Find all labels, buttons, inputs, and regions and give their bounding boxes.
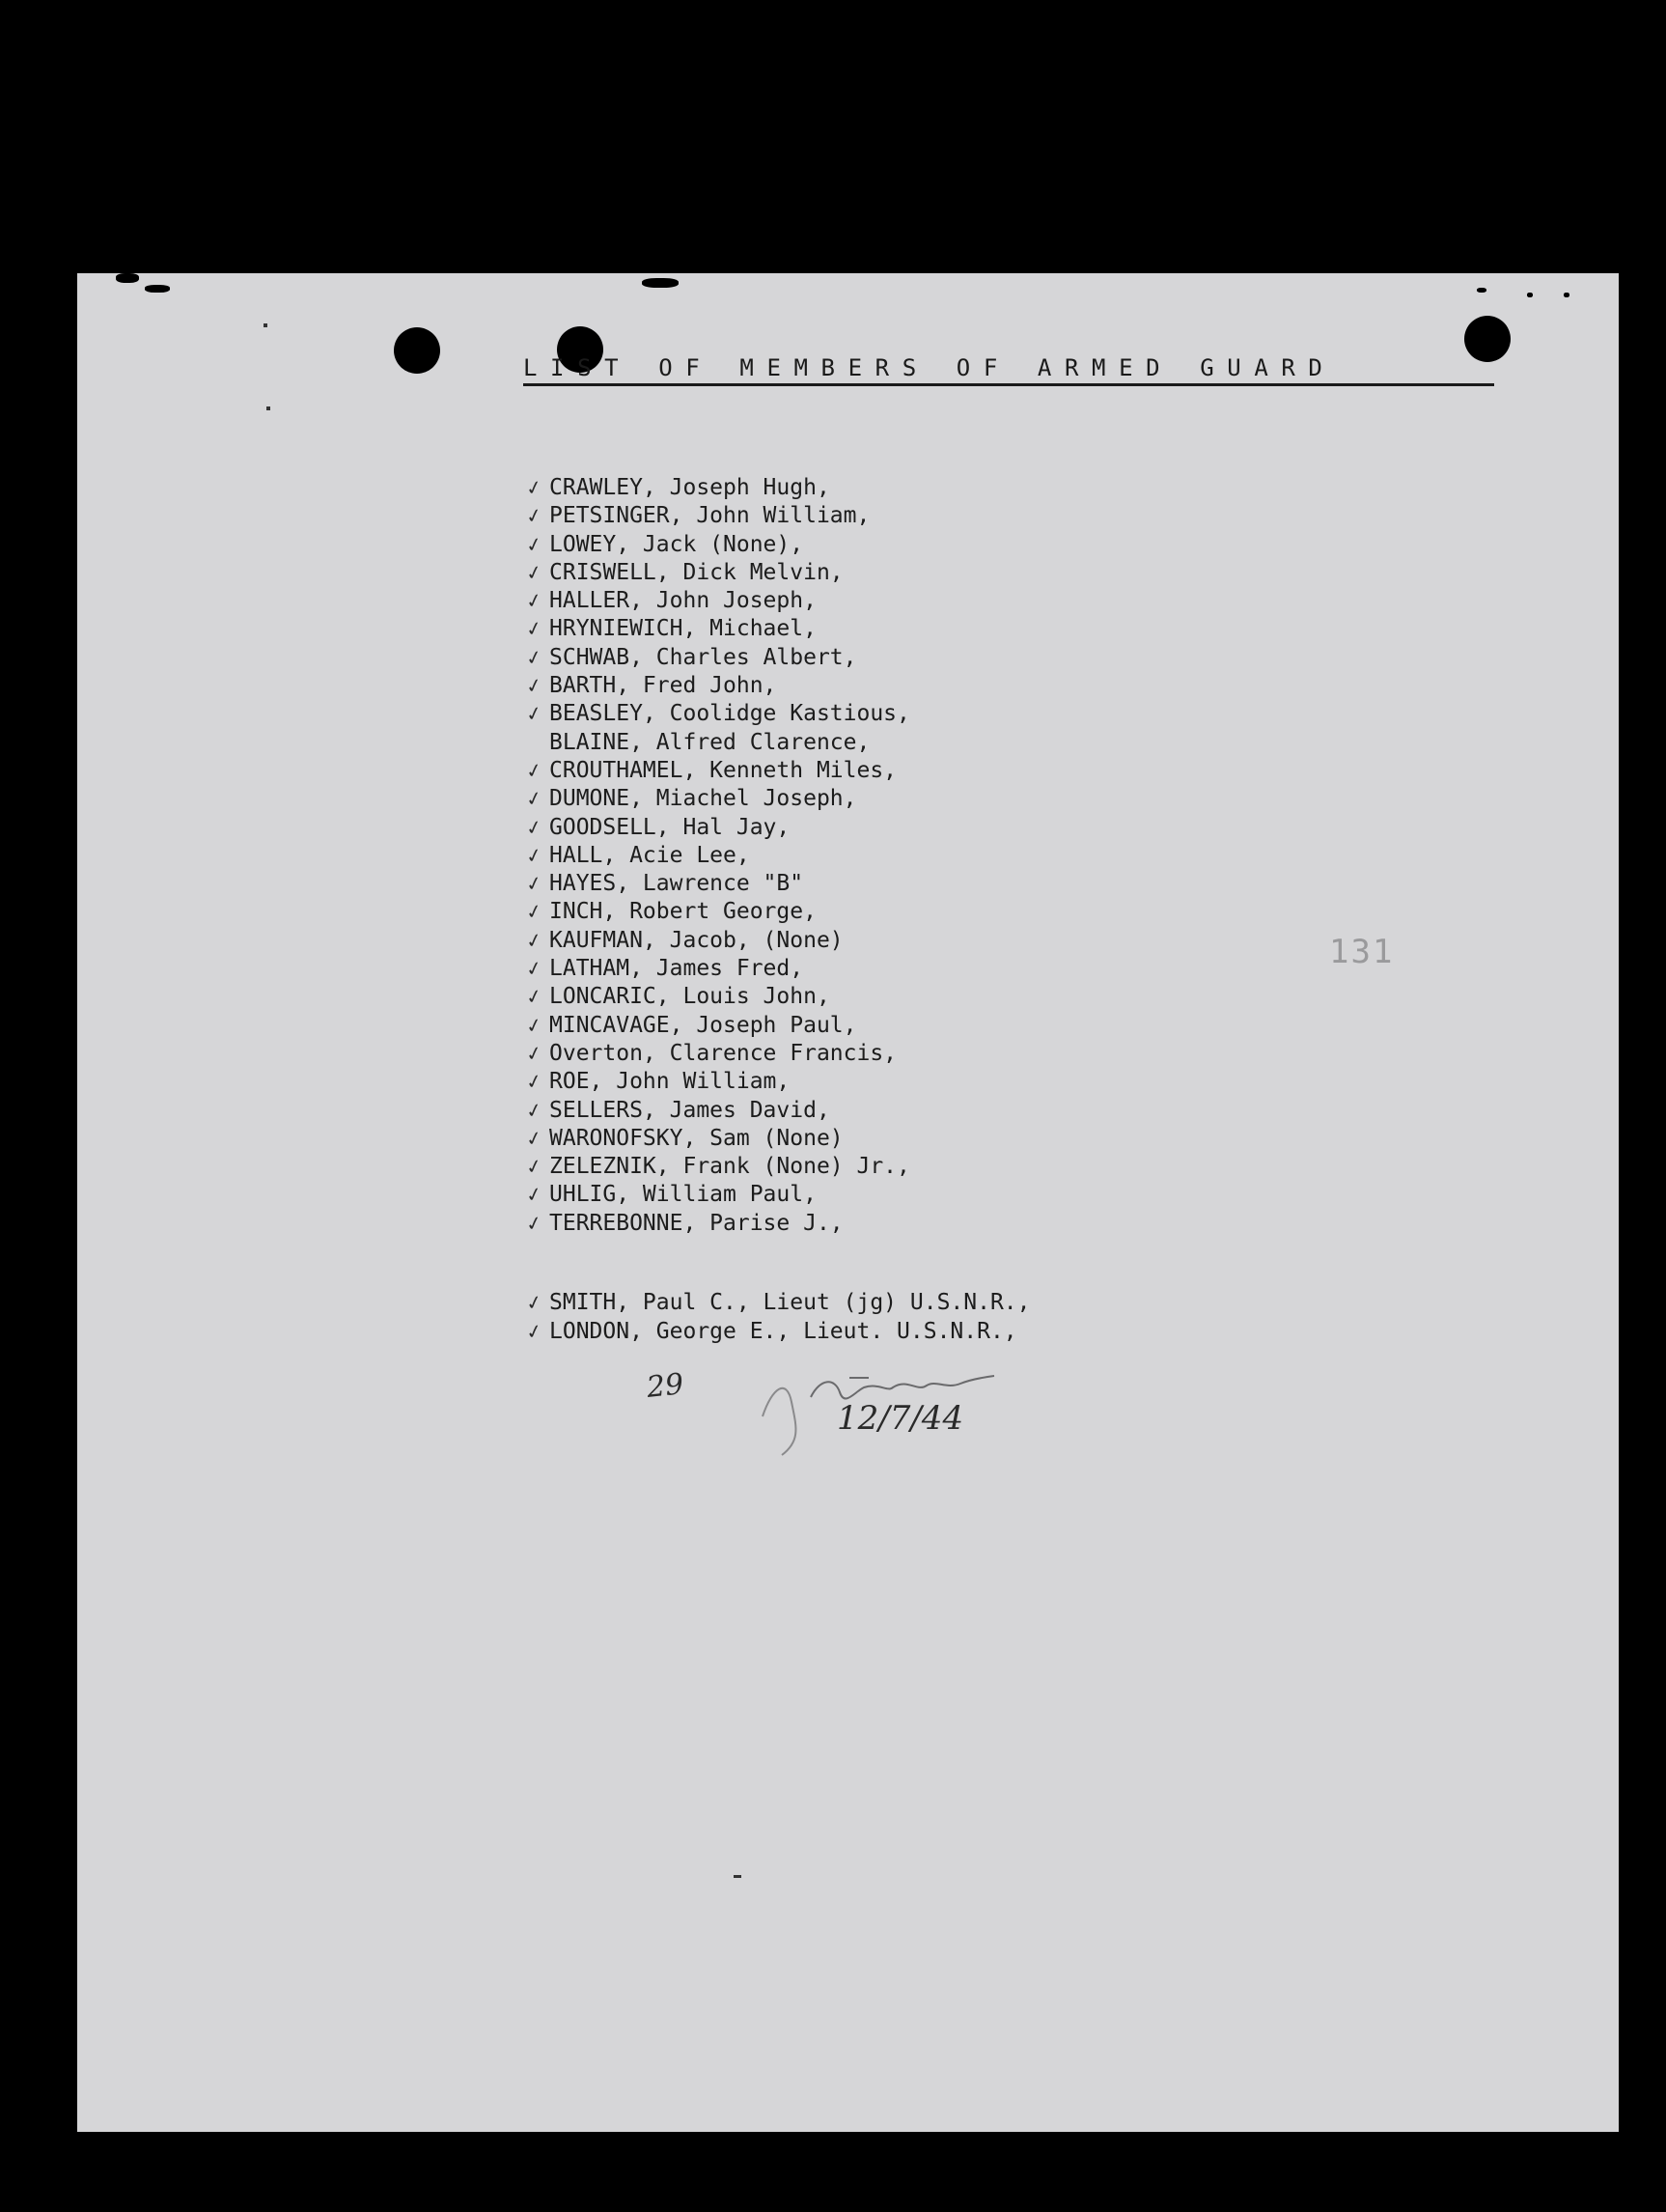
check-mark-icon: ✓ (523, 1210, 544, 1237)
document-title: LIST OF MEMBERS OF ARMED GUARD (523, 354, 1494, 386)
member-row-name: ROE, John William, (549, 1069, 791, 1095)
member-row (523, 1097, 910, 1125)
member-row (523, 474, 910, 502)
member-row-name: GOODSELL, Hal Jay, (549, 814, 791, 840)
member-row-name: HALLER, John Joseph, (549, 588, 817, 614)
member-row-name: CROUTHAMEL, Kenneth Miles, (549, 757, 898, 783)
member-row (523, 757, 910, 785)
torn-edge-mark (116, 273, 139, 283)
member-row (523, 559, 910, 587)
check-mark-icon: ✓ (523, 1181, 544, 1208)
member-row-name: SELLERS, James David, (549, 1097, 830, 1123)
paper-speck (264, 323, 267, 327)
member-row-name: KAUFMAN, Jacob, (None) (549, 927, 844, 953)
member-row (523, 1125, 910, 1153)
torn-edge-mark (1477, 288, 1486, 293)
member-row (523, 842, 910, 870)
page-number: 131 (1329, 933, 1395, 971)
member-row (523, 700, 910, 728)
member-row-name: LOWEY, Jack (None), (549, 531, 804, 557)
check-mark-icon: ✓ (523, 1097, 544, 1124)
check-mark-icon: ✓ (523, 644, 544, 671)
check-mark-icon: ✓ (523, 700, 544, 727)
member-row (523, 1040, 910, 1068)
member-row-name: ZELEZNIK, Frank (None) Jr., (549, 1154, 910, 1180)
torn-edge-mark (642, 278, 679, 288)
member-row (523, 898, 910, 926)
check-mark-icon: ✓ (523, 502, 544, 529)
member-row-name: MINCAVAGE, Joseph Paul, (549, 1012, 857, 1038)
member-row (523, 502, 910, 530)
member-row-name: CRISWELL, Dick Melvin, (549, 559, 844, 585)
member-row (523, 1210, 910, 1238)
check-mark-icon: ✓ (523, 983, 544, 1010)
member-row-name: INCH, Robert George, (549, 899, 817, 925)
member-row-name: WARONOFSKY, Sam (None) (549, 1125, 844, 1151)
member-row-name: Overton, Clarence Francis, (549, 1040, 898, 1066)
officer-row (523, 1317, 1031, 1346)
member-row-name: UHLIG, William Paul, (549, 1182, 817, 1208)
officer-list (523, 1288, 1031, 1346)
check-mark-icon: ✓ (523, 1289, 545, 1316)
member-row-name: LATHAM, James Fred, (549, 956, 804, 982)
check-mark-icon: ✓ (523, 1318, 545, 1345)
member-row (523, 814, 910, 842)
check-mark-icon: ✓ (523, 898, 544, 925)
member-row (523, 870, 910, 898)
officer-row-name: SMITH, Paul C., Lieut (jg) U.S.N.R., (549, 1290, 1031, 1315)
check-mark-icon: ✓ (523, 927, 544, 954)
member-row (523, 785, 910, 813)
handwritten-count: 29 (645, 1367, 685, 1405)
member-row (523, 531, 910, 559)
member-row-name: HAYES, Lawrence "B" (549, 871, 804, 897)
check-mark-icon: ✓ (523, 785, 544, 812)
member-row-name: BLAINE, Alfred Clarence, (549, 729, 871, 755)
member-row-name: LONCARIC, Louis John, (549, 984, 830, 1010)
check-mark-icon: ✓ (523, 1040, 544, 1067)
member-row (523, 1068, 910, 1096)
member-row-name: SCHWAB, Charles Albert, (549, 644, 857, 670)
member-row (523, 955, 910, 983)
member-row-name: DUMONE, Miachel Joseph, (549, 786, 857, 812)
officer-row (523, 1288, 1031, 1317)
check-mark-icon: ✓ (523, 1153, 544, 1180)
check-mark-icon: ✓ (523, 955, 544, 982)
member-row (523, 672, 910, 700)
paper-speck (734, 1875, 741, 1878)
member-row (523, 587, 910, 615)
member-row-name: TERREBONNE, Parise J., (549, 1210, 844, 1236)
check-mark-icon: ✓ (523, 559, 544, 586)
member-row-name: CRAWLEY, Joseph Hugh, (549, 475, 830, 500)
check-mark-icon: ✓ (523, 531, 544, 558)
member-row (523, 644, 910, 672)
check-mark-icon: ✓ (523, 587, 544, 614)
member-row (523, 927, 910, 955)
armed-guard-roster (523, 474, 910, 1238)
member-row (523, 1153, 910, 1181)
check-mark-icon: ✓ (523, 1125, 544, 1152)
member-row-name: BARTH, Fred John, (549, 673, 777, 699)
check-mark-icon: ✓ (523, 616, 544, 642)
member-row (523, 983, 910, 1011)
check-mark-icon: ✓ (523, 757, 544, 784)
torn-edge-mark (145, 285, 170, 293)
handwritten-date: 12/7/44 (837, 1399, 964, 1438)
member-row-name: HRYNIEWICH, Michael, (549, 616, 817, 642)
punch-hole (394, 327, 440, 374)
member-row (526, 729, 910, 757)
check-mark-icon: ✓ (523, 870, 544, 897)
officer-row-name: LONDON, George E., Lieut. U.S.N.R., (549, 1319, 1017, 1344)
member-row-name: BEASLEY, Coolidge Kastious, (549, 701, 910, 727)
torn-edge-mark (1564, 293, 1569, 297)
member-row (523, 1181, 910, 1209)
document-page (77, 273, 1619, 2132)
check-mark-icon: ✓ (523, 814, 544, 841)
member-row (523, 615, 910, 643)
check-mark-icon: ✓ (523, 474, 544, 501)
check-mark-icon: ✓ (523, 672, 544, 699)
check-mark-icon: ✓ (523, 1068, 544, 1095)
member-row (523, 1012, 910, 1040)
paper-speck (266, 406, 270, 410)
check-mark-icon: ✓ (523, 1012, 544, 1039)
member-row-name: PETSINGER, John William, (549, 503, 871, 529)
member-row-name: HALL, Acie Lee, (549, 842, 750, 868)
check-mark-icon: ✓ (523, 842, 544, 869)
torn-edge-mark (1527, 293, 1533, 297)
